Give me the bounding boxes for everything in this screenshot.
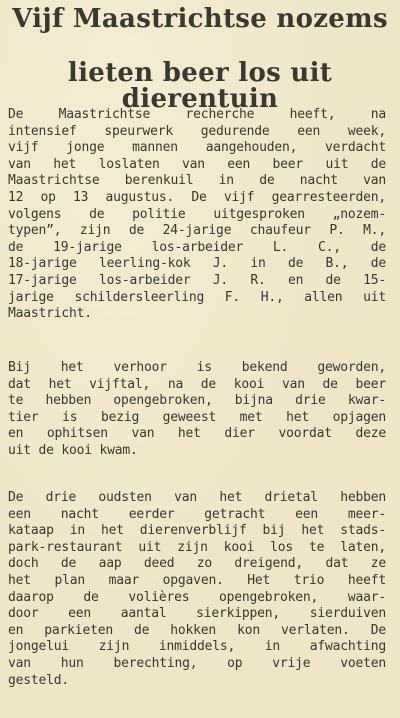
article-paragraph-2 xyxy=(8,360,386,460)
text-line: 17-jarige los-arbeider J. R. en de 15- xyxy=(8,272,386,288)
text-line: doch de aap deed zo dreigend, dat ze xyxy=(8,556,386,572)
text-line: gesteld. xyxy=(8,672,70,688)
text-line: Maastricht. xyxy=(8,306,92,322)
text-line: van hun berechting, op vrije voeten xyxy=(8,655,386,671)
text-line: De drie oudsten van het drietal hebben xyxy=(8,490,386,505)
text-line: door een aantal sierkippen, sierduiven xyxy=(8,606,386,622)
text-line: intensief speurwerk gedurende een week, xyxy=(8,123,386,139)
text-line: en parkieten de hokken kon verlaten. De xyxy=(8,622,386,638)
text-line: het plan maar opgaven. Het trio heeft xyxy=(8,572,386,588)
headline-line-1: Vijf Maastrichtse nozems xyxy=(12,4,388,34)
text-line: Bij het verhoor is bekend geworden, xyxy=(8,360,386,375)
text-line: tier is bezig geweest met het opjagen xyxy=(8,409,386,425)
text-line: uit de kooi kwam. xyxy=(8,442,138,458)
text-line: te hebben opengebroken, bijna drie kwar- xyxy=(8,393,386,409)
text-line: en ophitsen van het dier voordat deze xyxy=(8,426,386,442)
text-line: een nacht eerder getracht een meer- xyxy=(8,506,386,522)
text-line: van het loslaten van een beer uit de xyxy=(8,156,386,172)
text-line: de 19-jarige los-arbeider L. C., de xyxy=(8,239,386,255)
text-line: 18-jarige leerling-kok J. in de B., de xyxy=(8,256,386,272)
text-line: kataap in het dierenverblijf bij het stads- xyxy=(8,523,386,539)
text-line: park-restaurant uit zijn kooi los te laten, xyxy=(8,539,386,555)
headline-line-2: lieten beer los uit dierentuin xyxy=(67,58,333,114)
text-line: jongelui zijn inmiddels, in afwachting xyxy=(8,639,386,655)
article-paragraph-1 xyxy=(8,107,386,323)
text-line: De Maastrichtse recherche heeft, na xyxy=(8,107,386,122)
text-line: dat het vijftal, na de kooi van de beer xyxy=(8,376,386,392)
text-line: jarige schildersleerling F. H., allen uit xyxy=(8,289,386,305)
text-line: 12 op 13 augustus. De vijf gearresteerden, xyxy=(8,189,386,205)
text-line: typen”, zijn de 24-jarige chaufeur P. M., xyxy=(8,223,386,239)
text-line: Maastrichtse berenkuil in de nacht van xyxy=(8,173,386,189)
article-paragraph-3 xyxy=(8,490,386,689)
text-line: volgens de politie uitgesproken „nozem- xyxy=(8,206,386,222)
text-line: vijf jonge mannen aangehouden, verdacht xyxy=(8,140,386,156)
text-line: daarop de volières opengebroken, waar- xyxy=(8,589,386,605)
